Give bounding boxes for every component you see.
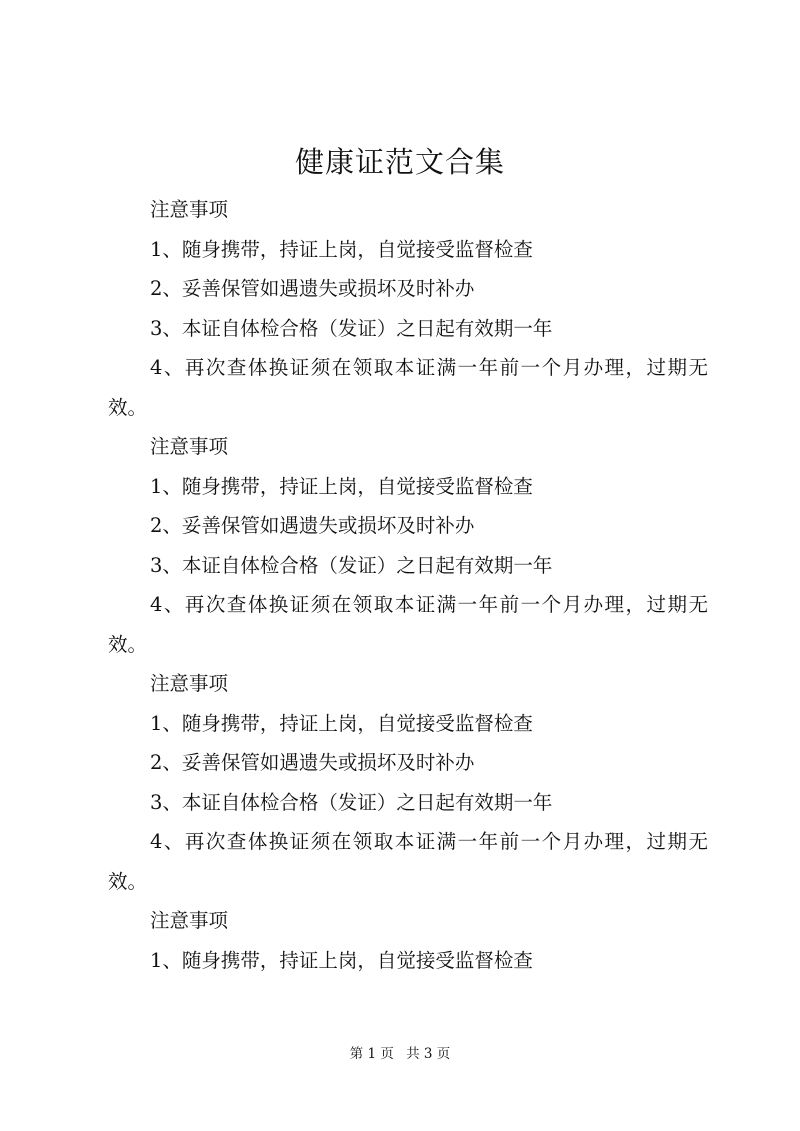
- list-item: 3、本证自体检合格（发证）之日起有效期一年: [150, 790, 553, 814]
- list-item: 1、随身携带，持证上岗，自觉接受监督检查: [150, 948, 533, 972]
- section-heading: 注意事项: [150, 198, 229, 221]
- document-body: [108, 190, 708, 980]
- page-total: 共 3 页: [406, 1046, 451, 1062]
- list-item: 3、本证自体检合格（发证）之日起有效期一年: [150, 553, 553, 577]
- page-number: 第 1 页: [349, 1046, 394, 1062]
- list-item: 4、再次查体换证须在领取本证满一年前一个月办理，过期无效。: [108, 356, 708, 419]
- list-item: 1、随身携带，持证上岗，自觉接受监督检查: [150, 711, 533, 735]
- list-item: 4、再次查体换证须在领取本证满一年前一个月办理，过期无效。: [108, 593, 708, 656]
- list-item: 4、再次查体换证须在领取本证满一年前一个月办理，过期无效。: [108, 830, 708, 893]
- list-item: 2、妥善保管如遇遗失或损坏及时补办: [150, 751, 475, 774]
- section-heading: 注意事项: [150, 672, 229, 695]
- section-heading: 注意事项: [150, 435, 229, 458]
- page-title: 健康证范文合集: [294, 145, 505, 179]
- list-item: 3、本证自体检合格（发证）之日起有效期一年: [150, 316, 553, 340]
- list-item: 1、随身携带，持证上岗，自觉接受监督检查: [150, 237, 533, 261]
- page-footer: [0, 1044, 800, 1064]
- section-heading: 注意事项: [150, 909, 229, 932]
- list-item: 1、随身携带，持证上岗，自觉接受监督检查: [150, 474, 533, 498]
- list-item: 2、妥善保管如遇遗失或损坏及时补办: [150, 277, 475, 300]
- list-item: 2、妥善保管如遇遗失或损坏及时补办: [150, 514, 475, 537]
